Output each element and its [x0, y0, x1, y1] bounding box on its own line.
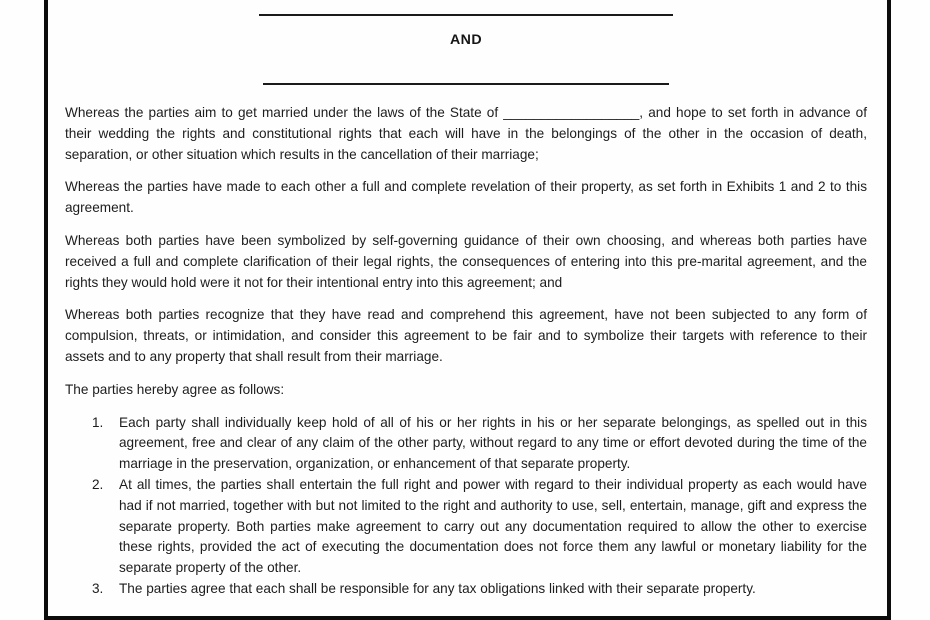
agreement-item-3 [65, 579, 867, 600]
page-border-right [887, 0, 891, 620]
party-one-name-blank-line [259, 14, 673, 16]
agreement-item-1 [65, 413, 867, 475]
and-separator-label: AND [450, 32, 482, 48]
party-two-name-blank-line [263, 83, 669, 85]
whereas-paragraph-3: Whereas both parties have been symbolized by self-governing guidance of their own choosing, and whereas both parties have received a full and complete clarification of their legal rights, the consequences of entering into this pre-marital agreement, and the rights they would hold were it not for their intentional entry into this agreement; and [65, 232, 867, 290]
whereas-paragraph-1: Whereas the parties aim to get married under the laws of the State of __________________, and hope to set forth in advance of their wedding the rights and constitutional rights that each will have in the belongings of the other in the occasion of death, separation, or other situation which results in the cancellation of their marriage; [65, 105, 867, 162]
item-3-number: 3. [92, 580, 104, 596]
agreement-items-list [65, 413, 867, 600]
agree-as-follows-line: The parties hereby agree as follows: [65, 381, 285, 397]
item-3-text: The parties agree that each shall be responsible for any tax obligations linked with their separate property. [119, 580, 756, 596]
whereas-paragraph-2: Whereas the parties have made to each other a full and complete revelation of their property, as set forth in Exhibits 1 and 2 to this agreement. [65, 179, 867, 216]
item-2-text: At all times, the parties shall entertain the full right and power with regard to their individual property as each would have had if not married, together with but not limited to the right and authority to use, sell, entertain, manage, gift and express the separate property. Both parties make agreement to carry out any documentation required to allow the other to exercise these rights, provided the act of executing the documentation does not force them any lawful or monetary liability for the separate property of the other. [119, 476, 867, 576]
agreement-item-2 [65, 475, 867, 579]
document-content [65, 0, 867, 600]
item-2-number: 2. [92, 476, 104, 492]
item-1-number: 1. [92, 414, 104, 430]
page-border-left [44, 0, 48, 620]
whereas-paragraph-4: Whereas both parties recognize that they have read and comprehend this agreement, have not been subjected to any form of compulsion, threats, or intimidation, and consider this agreement to be fair and to symbolize their targets with reference to their assets and to any property that shall result from their marriage. [65, 307, 867, 364]
item-1-text: Each party shall individually keep hold of all of his or her rights in his or her separate belongings, as spelled out in this agreement, free and clear of any claim of the other party, without regard to any time or effort devoted during the time of the marriage in the preservation, organization, or enhancement of that separate property. [119, 414, 867, 472]
page-border-bottom [44, 616, 891, 620]
